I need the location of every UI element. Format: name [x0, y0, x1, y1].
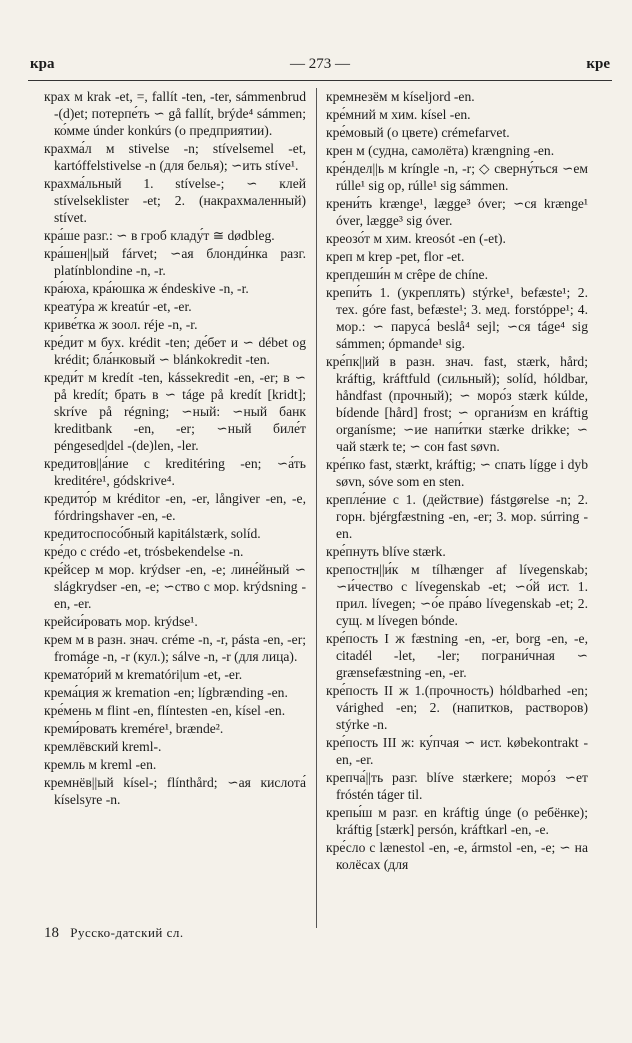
entry: крепи́ть 1. (укреплять) stýrke¹, befæste¹; 2. тех. góre fast, befæste¹; 3. мед. forstóppe¹; 4. мор.: ∽ паруса́ beslå⁴ sejl; ∽ся táge⁴ sig sámmen; ópmande¹ sig. [326, 285, 588, 351]
entry: кредитоспосо́бный kapitálstærk, solíd. [44, 526, 261, 541]
signature-footer [44, 925, 184, 942]
entry: крепдеши́н м crêpe de chíne. [326, 267, 488, 282]
entry: креп м krep -pet, flor -et. [326, 249, 465, 264]
entry: кре́йсер м мор. krýdser -en, -e; лине́йный ∽ slágkrydser -en, -e; ∽ство с мор. krýdsning -en, -er. [44, 562, 306, 611]
entry: крейси́ровать мор. krýdse¹. [44, 614, 198, 629]
signature-number: 18 [44, 925, 59, 941]
entry: кремнёв||ый kísel-; flínthård; ∽ая кислота́ kíselsyre -n. [44, 775, 306, 807]
entry: кре́пость III ж: ку́пчая ∽ ист. købekontrakt -en, -er. [326, 735, 588, 767]
running-header [30, 56, 610, 80]
entry: кре́пк||ий в разн. знач. fast, stærk, hård; kráftig, kráftfuld (сильный); solíd, hóldbar, håndfast (прочный); ∽ моро́з stærk kúlde, bídende [hård] frost; ∽ органи́зм en kráftig organísme; ∽ие напи́тки stærke drikke; ∽ чай stærk te; ∽ сон fast søvn. [326, 354, 588, 454]
entry: кре́мень м flint -en, flíntesten -en, kísel -en. [44, 703, 286, 718]
entry: кредито́р м kréditor -en, -er, långiver -en, -e, fórdringshaver -en, -e. [44, 491, 306, 523]
entry: кремато́рий м krematóri|um -et, -er. [44, 667, 243, 682]
entry: кредитов||а́ние с kreditéring -en; ∽а́ть kreditére¹, gódskrive⁴. [44, 456, 306, 488]
entry: креди́т м kredít -ten, kássekredit -en, -er; в ∽ på kredít; брать в ∽ táge på kredít [kridt]; skríve på régning; ∽ный: ∽ный банк kreditbank -en, -er; ∽ный биле́т péngesed|del -(de)len, -ler. [44, 370, 306, 453]
column-divider [316, 88, 317, 928]
entry: крени́ть krænge¹, lægge³ óver; ∽ся krænge¹ óver, lægge³ sig óver. [326, 196, 588, 228]
header-left-guide-word: кра [30, 56, 55, 72]
entry: кра́ше разг.: ∽ в гроб кладу́т ≅ dødbleg. [44, 228, 275, 243]
entry: кре́пость II ж 1.(прочность) hóldbarhed -en; várighed -en; 2. (напитков, растворов) stýrke -n. [326, 683, 588, 732]
entry: кре́пко fast, stærkt, kráftig; ∽ спать lígge i dyb søvn, sóve som en sten. [326, 457, 588, 489]
page-number: — 273 — [290, 56, 350, 72]
entry: кра́юха, кра́юшка ж éndeskive -n, -r. [44, 281, 249, 296]
left-column [44, 88, 306, 809]
header-right-guide-word: кре [586, 56, 610, 72]
entry: кре́дит м бух. krédit -ten; де́бет и ∽ débet og krédit; бла́нковый ∽ blánkokredit -ten. [44, 335, 306, 367]
entry: кремль м kreml -en. [44, 757, 157, 772]
entry: крахма́льный 1. stívelse-; ∽ клей stívelseklister -et; 2. (накрахмаленный) stívet. [44, 176, 306, 225]
entry: кре́пость I ж fæstning -en, -er, borg -en, -e, citadél -let, -ler; пограни́чная ∽ grænsefæstning -en, -er. [326, 631, 588, 680]
signature-title: Русско-датский сл. [70, 925, 184, 940]
entry: креату́ра ж kreatúr -et, -er. [44, 299, 192, 314]
entry: крепы́ш м разг. en kráftig únge (о ребёнке); kráftig [stærk] persón, kráftkarl -en, -e. [326, 805, 588, 837]
entry: кре́сло с lænestol -en, -e, ármstol -en, -e; ∽ на колёсах (для [326, 840, 588, 872]
entry: кре́мовый (о цвете) crémefarvet. [326, 125, 510, 140]
entry: крепле́ние с 1. (действие) fástgørelse -n; 2. горн. bjérgfæstning -en, -er; 3. мор. súrring -en. [326, 492, 588, 541]
entry: кремлёвский kreml-. [44, 739, 162, 754]
entry: кре́мний м хим. kísel -en. [326, 107, 471, 122]
right-column [326, 88, 588, 874]
entry: креозо́т м хим. kreosót -en (-et). [326, 231, 506, 246]
entry: крах м krak -et, =, fallít -ten, -ter, sámmenbrud -(d)et; потерпе́ть ∽ gå fallít, brýde⁴ sámmen; ко́мме únder konkúrs (о предприятии). [44, 89, 306, 138]
entry: крепостн||и́к м tílhænger af lívegenskab; ∽и́чество с lívegenskab -et; ∽о́й ист. 1. прил. lívegen; ∽о́е пра́во lívegenskab -et; 2. сущ. м lívegen bónde. [326, 562, 588, 628]
entry: креми́ровать kremére¹, brænde². [44, 721, 224, 736]
entry: кремнезём м kíseljord -en. [326, 89, 475, 104]
entry: криве́тка ж зоол. réje -n, -r. [44, 317, 198, 332]
entry: крен м (судна, самолёта) krængning -en. [326, 143, 555, 158]
entry: крахма́л м stivelse -n; stívelsemel -et, kartóffelstivelse -n (для белья); ∽ить stíve¹. [44, 141, 306, 173]
entry: крем м в разн. знач. créme -n, -r, pásta -en, -er; fromáge -n, -r (кул.); sálve -n, -r (для лица). [44, 632, 306, 664]
entry: кре́до с crédo -et, trósbekendelse -n. [44, 544, 244, 559]
entry: кре́ндел||ь м kríngle -n, -r; ◇ сверну́ться ∽ем rúlle¹ sig op, rúlle¹ sig sámmen. [326, 161, 588, 193]
entry: кре́пнуть blíve stærk. [326, 544, 446, 559]
header-rule [28, 80, 612, 81]
entry: кра́шен||ый fárvet; ∽ая блонди́нка разг. platínblondine -n, -r. [44, 246, 306, 278]
entry: крепча́||ть разг. blíve stærkere; моро́з ∽ет fróstén táger til. [326, 770, 588, 802]
entry: крема́ция ж kremation -en; lígbrænding -en. [44, 685, 288, 700]
